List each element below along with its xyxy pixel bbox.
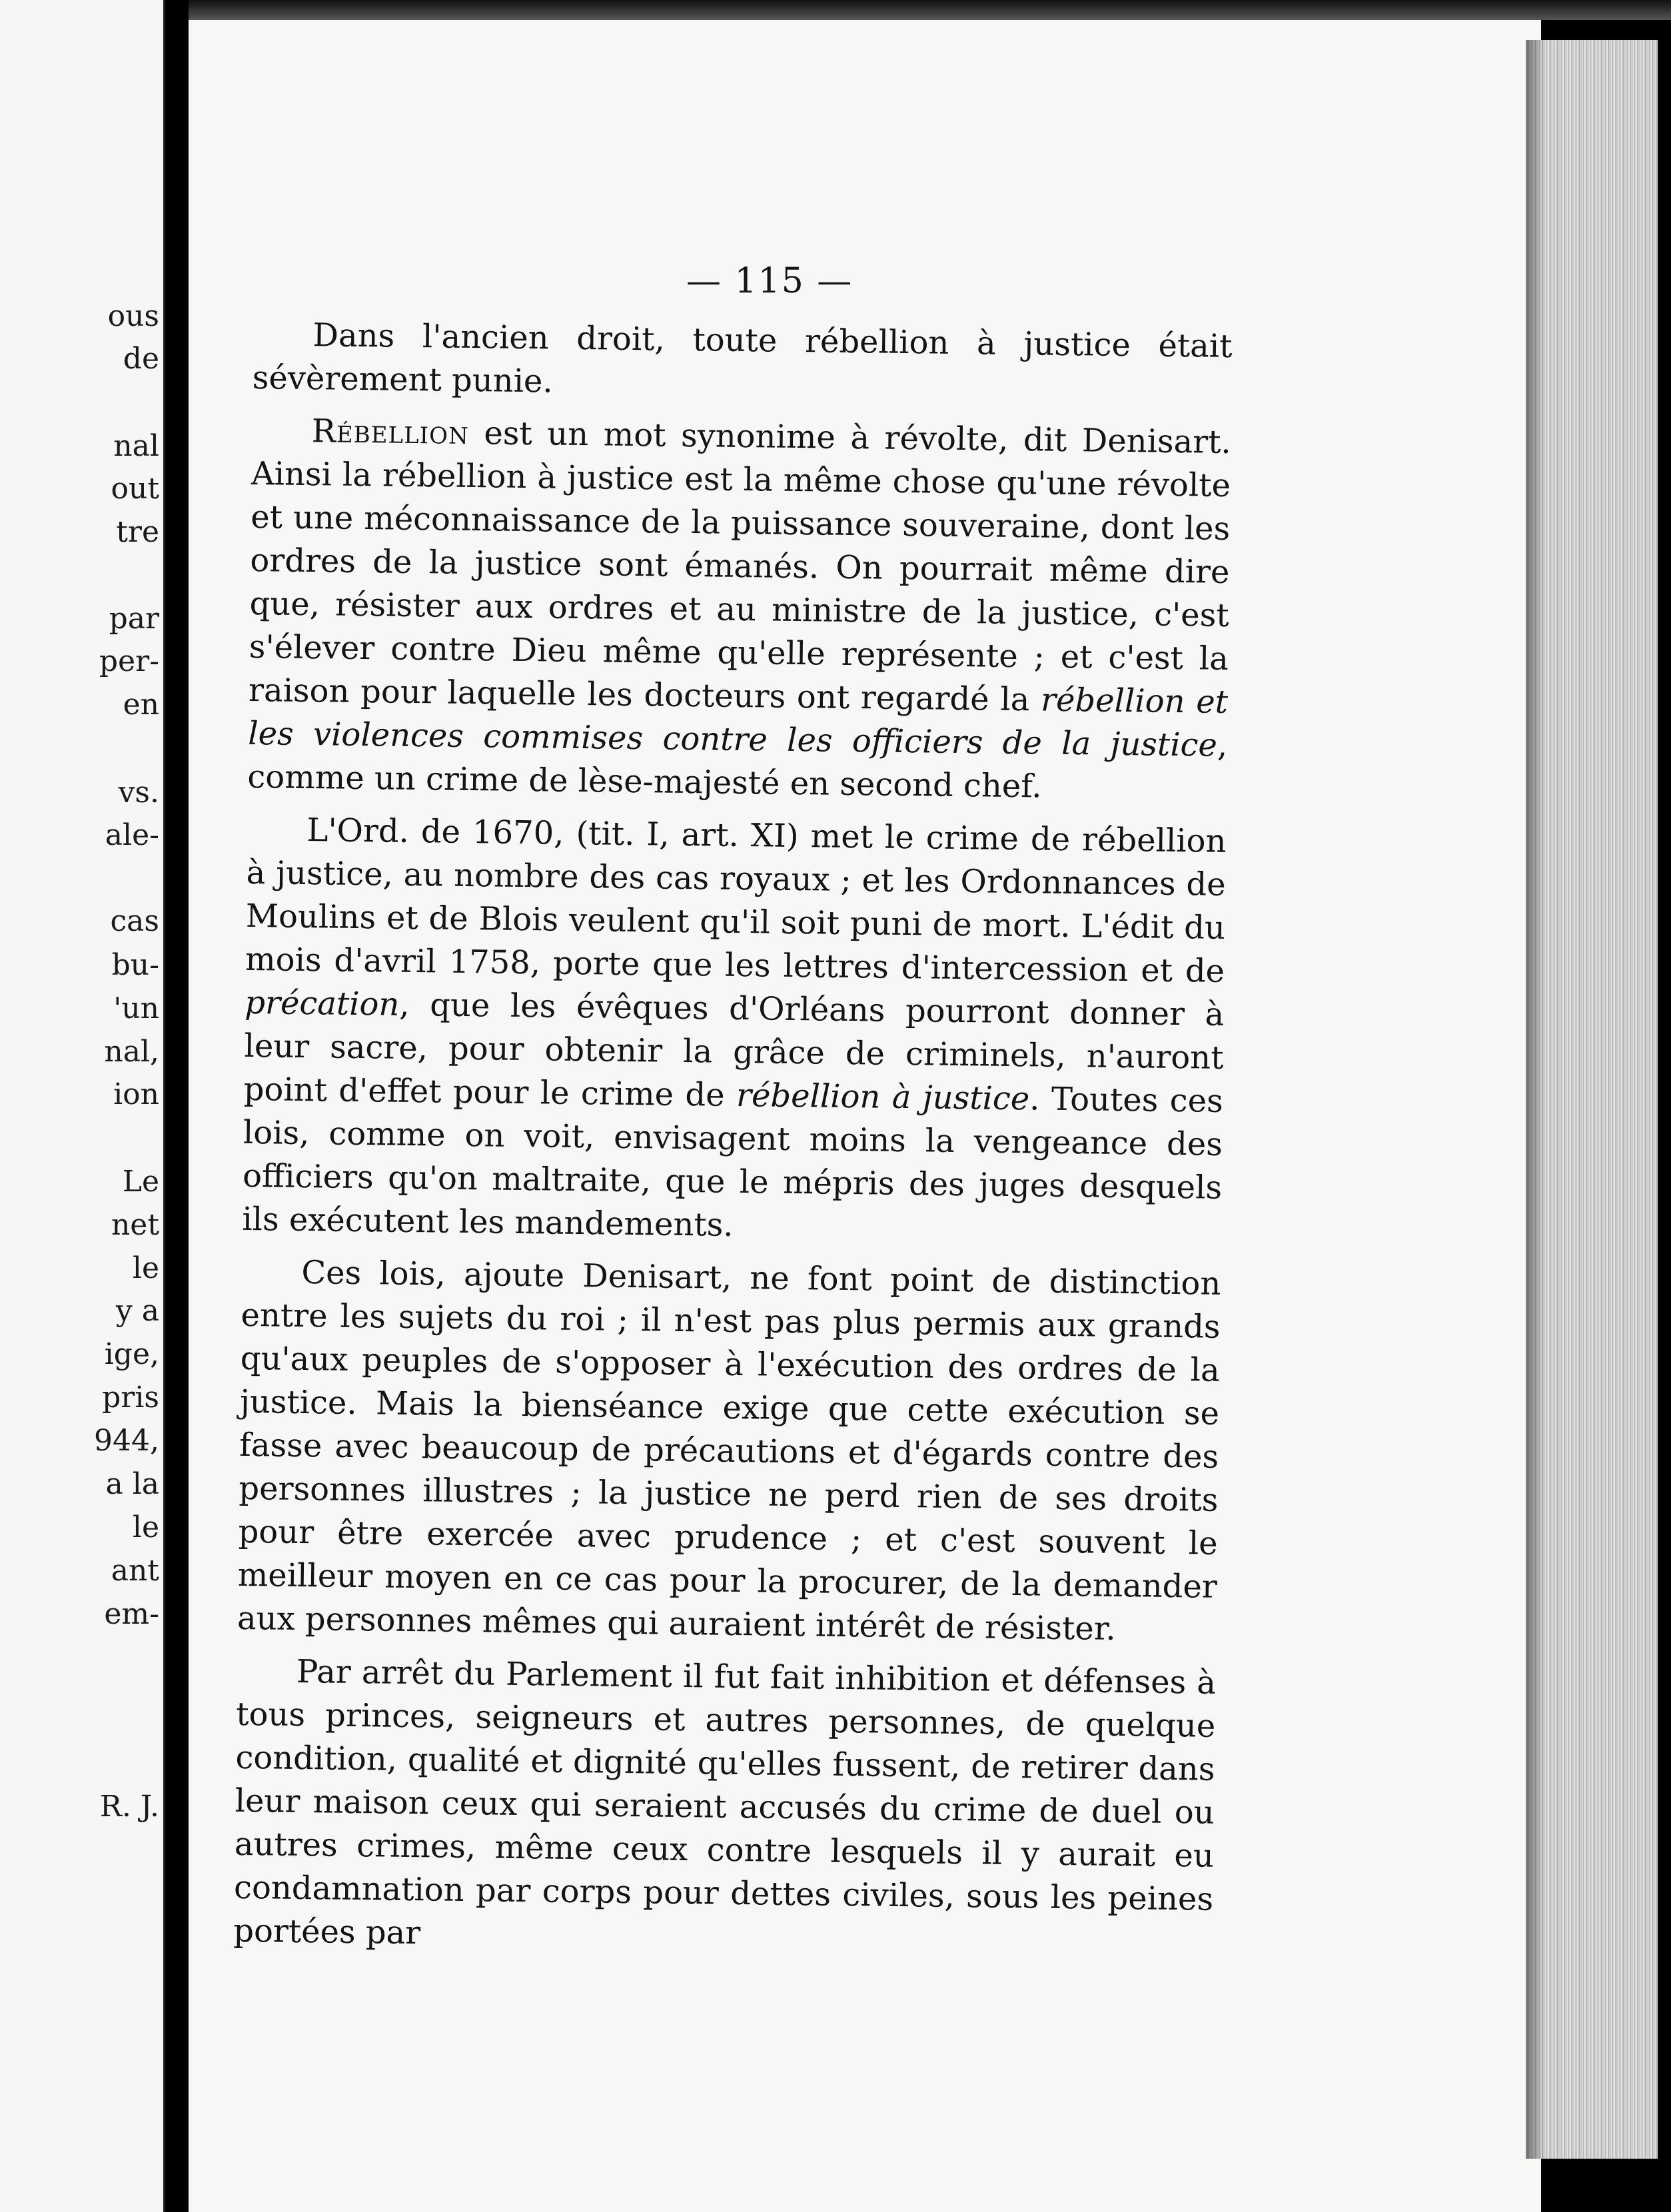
left-page-fragment: ale- [105, 818, 159, 852]
left-page-fragment: cas [110, 904, 159, 938]
italic-text: rébellion à justice [736, 1076, 1030, 1118]
left-page-fragment: en [123, 688, 159, 722]
paragraph [242, 808, 1227, 1253]
paragraph [233, 1650, 1216, 1965]
left-page-fragment: ant [111, 1554, 159, 1588]
top-edge-shadow [189, 0, 1671, 20]
left-page-fragment: de [123, 342, 159, 376]
text-run: , que les évêques d'Orléans pourront donner à leur sacre, pour obtenir la grâce de criminels, n'auront point d'effet pour le crime de [243, 985, 1225, 1114]
left-page-fragment: le [132, 1251, 159, 1285]
left-page-fragment: vs. [118, 776, 159, 810]
paragraph [247, 409, 1231, 811]
left-page-fragment: out [111, 472, 159, 506]
page-number: — 115 — [686, 261, 853, 301]
text-run: , comme un crime de lèse-majesté en second chef. [247, 726, 1228, 806]
left-page-fragment: em- [104, 1597, 159, 1631]
left-page-fragment: 944, [94, 1424, 159, 1458]
left-facing-page [0, 0, 165, 2212]
paragraph [252, 313, 1232, 412]
left-page-fragment: bu- [111, 948, 159, 982]
left-page-fragment: par [109, 602, 159, 636]
left-page-fragment: Le [122, 1165, 159, 1199]
italic-text: précation [245, 983, 400, 1023]
left-page-fragment: ous [107, 299, 159, 333]
page-edges-shadow [1526, 40, 1546, 2159]
text-run: . Toutes ces lois, comme on voit, envisagent moins la vengeance des officiers qu'on maltraite, que le mépris des juges desquels ils exécutent les mandements. [242, 1080, 1224, 1244]
left-page-fragment: nal, [104, 1035, 159, 1069]
left-page-fragment: nal [113, 429, 159, 463]
left-page-fragment: R. J. [99, 1790, 159, 1824]
left-page-fragment: tre [116, 515, 159, 549]
small-caps-text: Rébellion [311, 412, 470, 452]
left-page-fragment: ige, [104, 1337, 159, 1371]
left-page-fragment: pris [102, 1381, 159, 1414]
text-run: Par arrêt du Parlement il fut fait inhibition et défenses à tous princes, seigneurs et autres personnes, de quelque condition, qualité et dignité qu'elles fussent, de retirer dans leur maison ceux qui seraient accusés du crime de duel ou autres crimes, même ceux contre lesquels il y aurait eu condamnation par corps pour dettes civiles, sous les peines portées par [233, 1652, 1217, 1952]
paragraph [237, 1251, 1221, 1652]
text-run: Ces lois, ajoute Denisart, ne font point de distinction entre les sujets du roi ; il n'est pas plus permis aux grands qu'aux peuples de s'opposer à l'exécution des ordres de la justice. Mais la bienséance exige que cette exécution se fasse avec beaucoup de précautions et d'égards contre des personnes illustres ; la justice ne perd rien de ses droits pour être exercée avec prudence ; et c'est souvent le meilleur moyen en ce cas pour la procurer, de la demander aux personnes mêmes qui auraient intérêt de résister. [237, 1253, 1221, 1648]
left-page-fragment: le [132, 1510, 159, 1544]
left-page-fragment: net [111, 1208, 159, 1242]
left-page-fragment: per- [99, 644, 159, 678]
text-run: est un mot synonime à révolte, dit Denisart. Ainsi la rébellion à justice est la même chose qu'une révolte et une méconnaissance de la puissance souveraine, dont les ordres de la justice sont émanés. On pourrait même dire que, résister aux ordres et au ministre de la justice, c'est s'élever contre Dieu même qu'elle représente ; et c'est la raison pour laquelle les docteurs ont regardé la [248, 414, 1232, 719]
text-run: Dans l'ancien droit, toute rébellion à justice était sévèrement punie. [252, 316, 1233, 400]
body-text [233, 313, 1233, 1974]
italic-text: rébellion et les violences commises contre les officiers de la justice [247, 681, 1229, 764]
left-page-fragment: y a [115, 1294, 159, 1328]
left-page-fragment: ion [113, 1077, 159, 1111]
text-run: L'Ord. de 1670, (tit. I, art. XI) met le crime de rébellion à justice, au nombre des cas royaux ; et les Ordonnances de Moulins et de Blois veulent qu'il soit puni de mort. L'édit du mois d'avril 1758, porte que les lettres d'intercession et de [245, 812, 1227, 990]
left-page-fragment: a la [105, 1467, 159, 1501]
left-page-fragment: 'un [113, 991, 159, 1025]
